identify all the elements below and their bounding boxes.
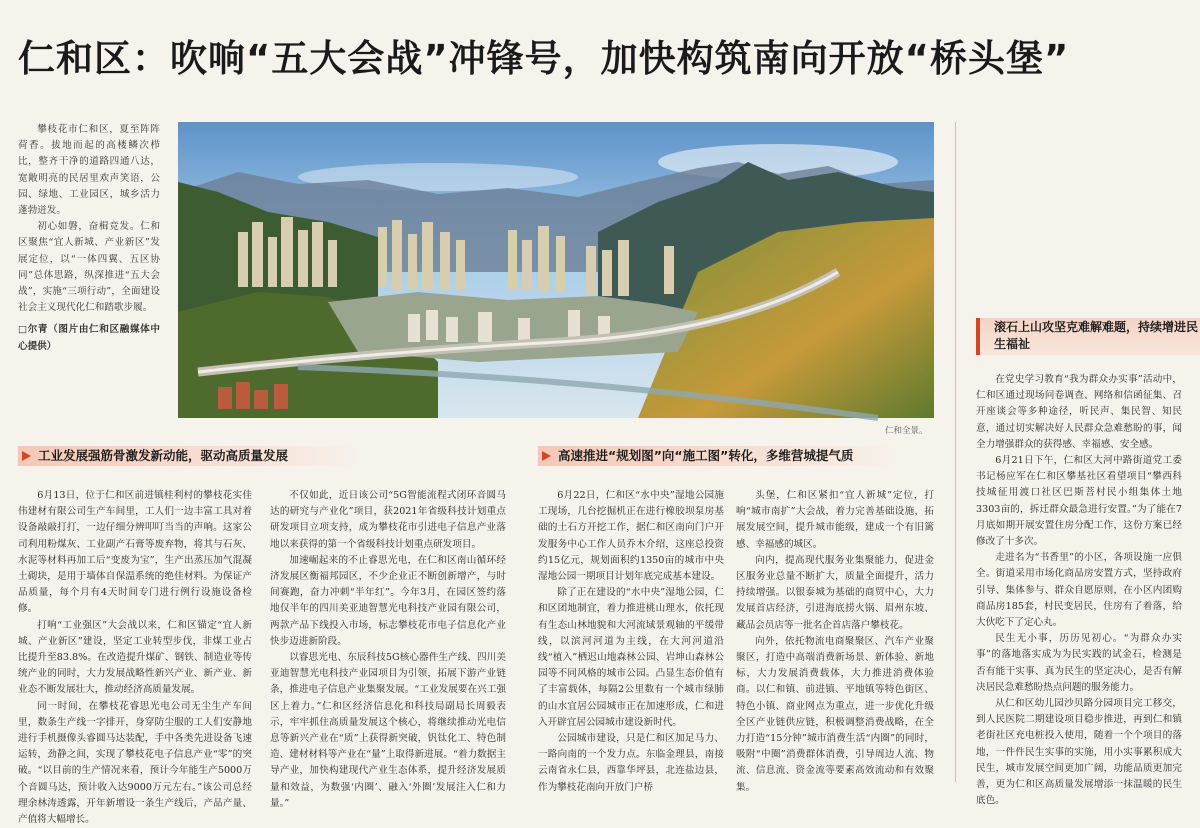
byline: □尔青（图片由仁和区融媒体中心提供） bbox=[18, 324, 160, 352]
article-column bbox=[270, 488, 506, 809]
article-column bbox=[736, 488, 934, 793]
article-column bbox=[18, 488, 252, 826]
paragraph: 从仁和区幼儿园沙贝路分园项目完工移交，到人民医院二期建设项目稳步推进，再到仁和镇老街社区充电桩投入使用，随着一个个项目的落地，一件件民生实事的实施，用小实事累积成大民生，城市发展空间更加广阔，功能品质更加完善，更为仁和区高质量发展增添一抹温暖的民生底色。 bbox=[976, 698, 1182, 807]
paragraph: 6月21日下午，仁和区大河中路街道党工委书记杨应军在仁和区攀基社区看望项目“攀西科技城征用渡口社区巴斯菩村民小组集体土地3303亩的，拆迁群众最急进行安置。”为了能在7月底如期开展安置住房分配工作，这份方案已经修改了十多次。 bbox=[976, 455, 1182, 548]
paragraph: 走进名为“书香里”的小区，各项设施一应俱全。街道采用市场化商品房安置方式，坚持政府引导、集体参与、群众自愿原则，在小区内团购商品房185套，村民变居民，住房有了着落，给大伙吃下了定心丸。 bbox=[976, 552, 1182, 629]
section-heading-industry: 工业发展强筋骨激发新动能，驱动高质量发展 bbox=[18, 446, 358, 466]
paragraph: 以睿思光电、东辰科技5G核心器件生产线、四川美亚迪智慧光电科技产业园项目为引领，拓展下游产业链条，推进电子信息产业集聚发展。“工业发展要在兴工强区上着力。”仁和区经济信息化和科技局副局长周毅表示，牢牢抓住高质量发展这个核心，将继续推动光电信息等新兴产业在“质”上获得新突破，钒钛化工、特色制造、建材材料等产业在“量”上取得新进展。“着力数据主导产业，加快构建现代产业生态体系，提升经济发展质量和效益，为数强‘内圈’、融入‘外圈’发展注入仁和力量。” bbox=[270, 652, 506, 809]
paragraph: 除了正在建设的“水中央”湿地公园，仁和区团地制宜，着力推进桃山理水，依托现有生态山林地貌和大河流域景观轴的平缓带线，以滨河河道为主线，在大河河道沿线“植入”栖迟山地森林公园、岩坤山森林公园等不同风格的城市公园。凸显生态价值有了丰富载体，每隔2公里数有一个城市绿肺的山水宜居公园城市正在加速形成，仁和进入开辟宜居公园城市建设新时代。 bbox=[538, 587, 724, 728]
intro-text bbox=[18, 122, 160, 355]
headline: 仁和区：吹响“五大会战”冲锋号，加快构筑南向开放“桥头堡” bbox=[18, 37, 1070, 80]
article-column bbox=[538, 488, 724, 793]
paragraph: 在党史学习教育“我为群众办实事”活动中，仁和区通过现场问卷调查、网络和信函征集、召开座谈会等多种途径，听民声、集民智、知民意，通过切实解决好人民群众急难愁盼的事，闻全力增强群众的获得感、幸福感、安全感。 bbox=[976, 374, 1182, 450]
city-panorama-illustration bbox=[178, 122, 934, 418]
panorama-photo bbox=[178, 122, 934, 418]
paragraph: 公园城市建设，只是仁和区加足马力、一路向南的一个发力点。东临金理县，南接云南省永仁县，西靠华坪县，北连盐边县，作为攀枝花南向开放门户桥 bbox=[538, 733, 724, 793]
photo-caption: 仁和全景。 bbox=[885, 426, 928, 436]
paragraph: 向外，依托物流电商聚聚区、汽车产业聚聚区，打造中高端消费新场景、新体验、新地标，大力发展消费载体，大力推进消费体验商。以仁和镇、前进镇、平地镇等特色街区、特色小镇、商业网点为重点，进一步优化升级全区产业链供应链，积极调整消费战略，在全力打造“15分钟”城市消费生活“内圈”的同时，吸附“中圈”消费群体消费，引导周边人流、物流、信息流、资金流等要素高效流动和有效聚集。 bbox=[736, 635, 934, 793]
intro-paragraph: 初心如磐，奋楫竞发。仁和区聚焦“宜人新城、产业新区”发展定位，以“一体四翼、五区协同”总体思路，纵深推进“五大会战”，实施“三项行动”，全面建设社会主义现代化仁和踏歌步履。 bbox=[18, 221, 160, 314]
paragraph: 头堡，仁和区紧扣“宜人新城”定位，打响“城市南扩”大会战，着力完善基础设施，拓展发展空间，提升城市能级，建成一个有旧篱感、幸福感的城区。 bbox=[736, 490, 934, 550]
paragraph: 同一时间，在攀枝花睿思光电公司无尘生产车间里，数条生产线一字排开，身穿防尘服的工人们安静地进行手机摄像头睿圆马达装配，手中各类先进设备飞速运转，劲静之间，实现了攀枝花电子信息产业“零”的突破。“以目前的生产情况来看，预计今年能生产5000万个音圆马达，预计收入达9000万元左右。”该公司总经理余林涛透露，开年新增设一条生产线后，产品产量、产值将大幅增长。 bbox=[18, 700, 252, 826]
paragraph: 6月13日，位于仁和区前进镇桂利村的攀枝花实佳伟建材有限公司生产车间里，工人们一边丰富工具对着设备敲敲打打，一边仔细分辨叩叮当当的声响。这家公司利用粉煤灰、工业副产石膏等废弃物，将其与石灰、水泥等材料再加工后“变废为宝”，生产出蒸压加气混凝土砌块，是用于墙体自保温系统的绝佳材料。为保证产品质量，每个月有4天时间专门进行例行设施设备检修。 bbox=[18, 490, 252, 615]
paragraph: 民生无小事，历历见初心。“为群众办实事”的落地落实成为为民实践的试金石，检测是否有能干实事、真为民生的坚定决心，是否有解决居民急难愁盼热点问题的服务能力。 bbox=[976, 633, 1182, 693]
section-heading-planning: 高速推进“规划图”向“施工图”转化，多维营城提气质 bbox=[538, 446, 898, 466]
intro-paragraph: 攀枝花市仁和区，夏至阵阵荷香。拔地而起的高楼鳞次栉比，整齐干净的道路四通八达，宽敞明亮的民居里欢声笑语，公园、绿地、工业园区，城乡活力蓬勃迸发。 bbox=[18, 124, 160, 217]
paragraph: 6月22日，仁和区“水中央”湿地公园施工现场，几台挖掘机正在进行橡胶坝泵房基础的土石方开挖工作，据仁和区南向门户开发服务中心工作人员乔木介绍，这座总投资约15亿元，规划面积约1350亩的城市中央湿地公园一期项目计划年底完成基本建设。 bbox=[538, 490, 724, 583]
section-heading-livelihood: 滚石上山攻坚克难解难题，持续增进民生福祉 bbox=[976, 318, 1200, 355]
paragraph: 不仅如此，近日该公司“5G智能流程式闭环音圆马达的研究与产业化”项目，获2021年省级科技计划重点研发项目立项支持，成为攀枝花市引进电子信息产业落地以来获得的第一个省级科技计划重点研发项目。 bbox=[270, 490, 506, 550]
paragraph: 向内，提高现代服务业集聚能力，促进金区服务业总量不断扩大，质量全面提升，活力持续增强。以银泰城为基础的商贸中心，大力发展首店经济，引进海底捞火锅、眉州东坡、藏品会员店等一批名企首店落户攀枝花。 bbox=[736, 554, 934, 631]
paragraph: 打响“工业强区”大会战以来，仁和区锚定“宜人新城、产业新区”建设，坚定工业转型步伐，非煤工业占比提升至83.8%。在改造提升煤矿、钢铁、制造业等传统产业的同时，大力发展战略性新兴产业、新产业、新业态不断发展壮大，推动经济高质量发展。 bbox=[18, 619, 252, 696]
paragraph: 加速崛起来的不止睿思光电，在仁和区南山循环经济发展区衡福邦园区，不少企业正不断创新增产，与时间赛跑，奋力冲刺“半年红”。今年3月，在园区签约落地仅半年的四川美亚迪智慧光电科技产业园有限公司，两款产品下线投入市场，标志攀枝花市电子信息化产业快步迈进新阶段。 bbox=[270, 554, 506, 647]
article-column bbox=[976, 372, 1182, 807]
column-divider bbox=[955, 122, 956, 782]
